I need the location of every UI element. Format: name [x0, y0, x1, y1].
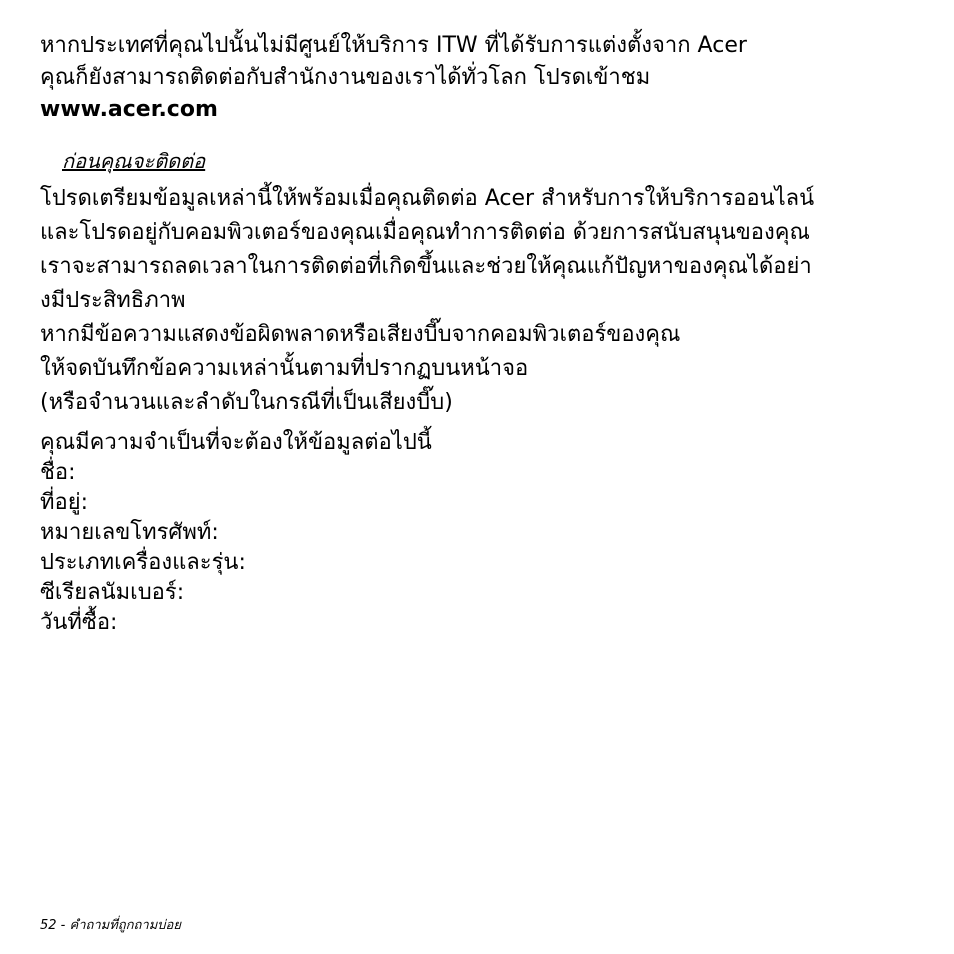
page-footer: 52 - คำถามที่ถูกถามบ่อย	[40, 918, 181, 933]
error-note-line: ให้จดบันทึกข้อความเหล่านั้นตามที่ปรากฏบนหน้าจอ	[40, 356, 529, 381]
required-info-lead: คุณมีความจำเป็นที่จะต้องให้ข้อมูลต่อไปนี้	[40, 430, 432, 455]
field-phone-label: หมายเลขโทรศัพท์:	[40, 520, 219, 545]
document-page	[40, 30, 920, 638]
prepare-line: งมีประสิทธิภาพ	[40, 288, 186, 313]
field-name-label: ชื่อ:	[40, 460, 76, 485]
required-info-list	[40, 428, 920, 638]
error-note-paragraph	[40, 318, 920, 420]
field-purchase-date-label: วันที่ซื้อ:	[40, 610, 118, 635]
section-heading: ก่อนคุณจะติดต่อ	[62, 149, 206, 173]
intro-line-1: หากประเทศที่คุณไปนั้นไม่มีศูนย์ให้บริการ ITW ที่ได้รับการแต่งตั้งจาก Acer	[40, 33, 747, 58]
intro-line-2: คุณก็ยังสามารถติดต่อกับสำนักงานของเราได้ทั่วโลก โปรดเข้าชม	[40, 65, 651, 90]
field-address-label: ที่อยู่:	[40, 490, 89, 515]
prepare-paragraph	[40, 182, 920, 318]
field-serial-label: ซีเรียลนัมเบอร์:	[40, 580, 185, 605]
prepare-line: เราจะสามารถลดเวลาในการติดต่อที่เกิดขึ้นและช่วยให้คุณแก้ปัญหาของคุณได้อย่า	[40, 254, 812, 279]
error-note-line: (หรือจำนวนและลำดับในกรณีที่เป็นเสียงบี๊บ)	[40, 390, 453, 415]
prepare-line: และโปรดอยู่กับคอมพิวเตอร์ของคุณเมื่อคุณทำการติดต่อ ด้วยการสนับสนุนของคุณ	[40, 220, 810, 245]
intro-paragraph	[40, 30, 920, 126]
acer-website-link[interactable]: www.acer.com	[40, 97, 218, 122]
field-model-label: ประเภทเครื่องและรุ่น:	[40, 550, 246, 575]
error-note-line: หากมีข้อความแสดงข้อผิดพลาดหรือเสียงบี๊บจากคอมพิวเตอร์ของคุณ	[40, 322, 681, 347]
prepare-line: โปรดเตรียมข้อมูลเหล่านี้ให้พร้อมเมื่อคุณติดต่อ Acer สำหรับการให้บริการออนไลน์	[40, 186, 815, 211]
